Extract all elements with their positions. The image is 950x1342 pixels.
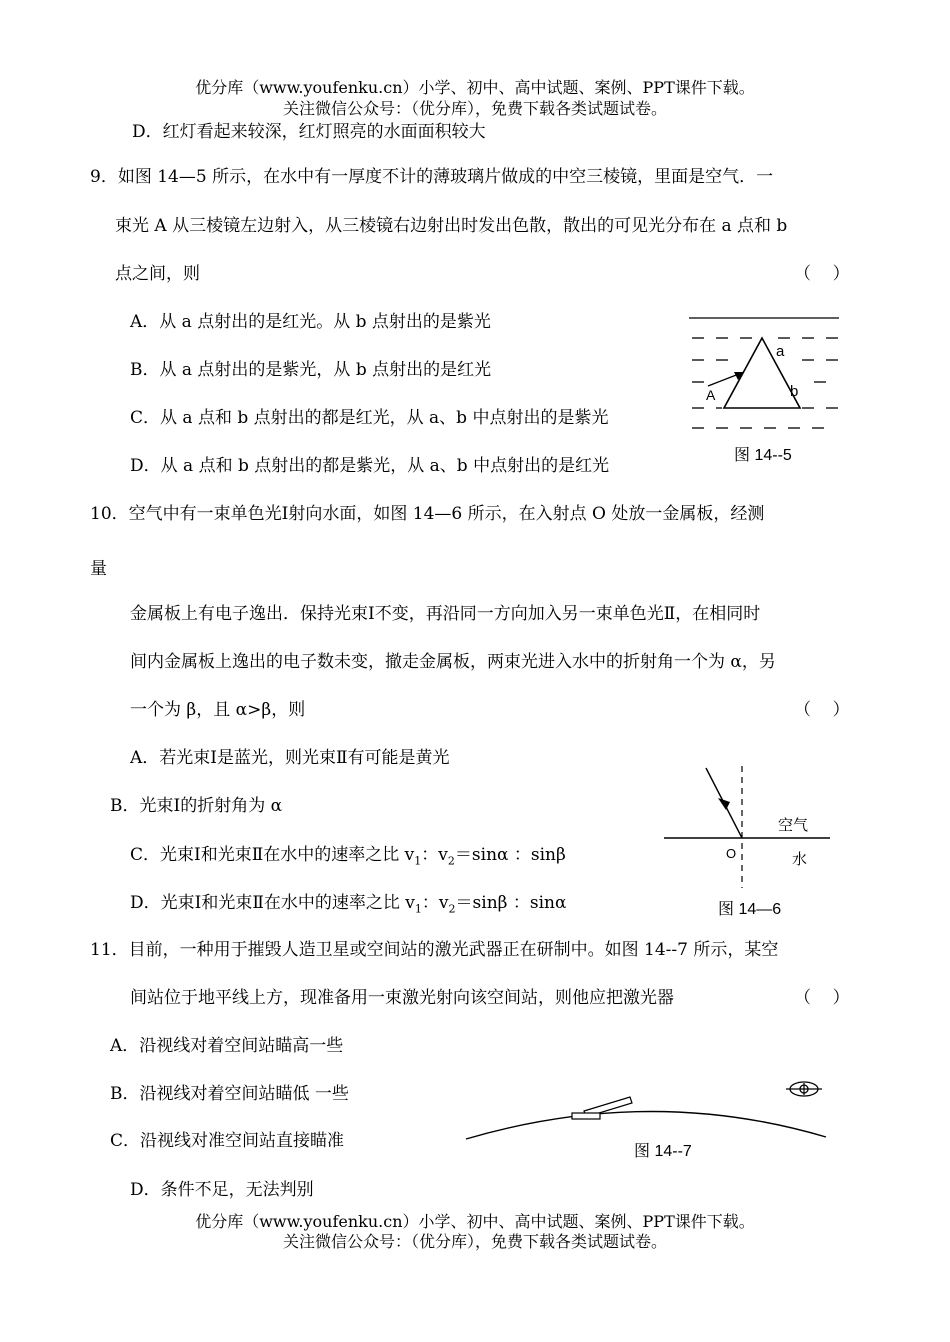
figure-14-7-caption: 图 14--7 xyxy=(634,1143,692,1160)
earth-horizon-arc xyxy=(466,1111,826,1139)
label-air: 空气 xyxy=(778,817,809,834)
q10-stem-line-5: 一个为 β，且 α>β，则 xyxy=(130,700,306,720)
q10-answer-paren: （ ） xyxy=(794,700,850,720)
q10-stem-line-3: 金属板上有电子逸出．保持光束Ⅰ不变，再沿同一方向加入另一束单色光Ⅱ，在相同时 xyxy=(130,604,761,624)
q10-option-d: D．光束Ⅰ和光束Ⅱ在水中的速率之比 $v_1$：$v_2=\sin\beta$ ：sinα xyxy=(130,893,567,916)
q9-answer-paren: （ ） xyxy=(794,264,850,284)
q11-stem-line-2: 间站位于地平线上方，现准备用一束激光射向该空间站，则他应把激光器 xyxy=(130,988,674,1008)
incident-arrowhead xyxy=(718,798,730,810)
label-a: a xyxy=(776,343,785,360)
q11-answer-paren: （ ） xyxy=(794,988,850,1008)
figure-14-5-prism-diagram xyxy=(684,308,844,438)
q9-stem-line-1: 9．如图 14—5 所示，在水中有一厚度不计的薄玻璃片做成的中空三棱镜，里面是空气．一 xyxy=(90,167,774,187)
q11-option-a: A．沿视线对着空间站瞄高一些 xyxy=(110,1036,344,1056)
header-line-2: 关注微信公众号：（优分库），免费下载各类试题试卷。 xyxy=(282,99,667,118)
figure-14-7-horizon-diagram xyxy=(460,1075,830,1145)
figure-14-5-caption: 图 14--5 xyxy=(734,447,792,464)
q11-option-b: B．沿视线对着空间站瞄低 一些 xyxy=(110,1084,349,1104)
q10-stem-line-4: 间内金属板上逸出的电子数未变，撤走金属板，两束光进入水中的折射角一个为 α，另 xyxy=(130,652,776,672)
label-b: b xyxy=(790,383,799,400)
q9-option-d: D．从 a 点和 b 点射出的都是紫光，从 a、b 中点射出的是红光 xyxy=(130,456,610,476)
q10-option-a: A．若光束Ⅰ是蓝光，则光束Ⅱ有可能是黄光 xyxy=(130,748,450,768)
footer-line-1: 优分库（www.youfenku.cn）小学、初中、高中试题、案例、PPT课件下载。 xyxy=(195,1212,755,1231)
q10-option-b: B．光束Ⅰ的折射角为 α xyxy=(110,796,283,816)
q11-stem-line-1: 11．目前，一种用于摧毁人造卫星或空间站的激光武器正在研制中。如图 14--7 所示，某空 xyxy=(90,940,779,960)
space-station-icon xyxy=(786,1082,822,1096)
laser-base xyxy=(572,1113,600,1119)
q11-option-c: C．沿视线对准空间站直接瞄准 xyxy=(110,1131,345,1151)
q9-option-b: B．从 a 点射出的是紫光，从 b 点射出的是红光 xyxy=(130,360,492,380)
header-line-1: 优分库（www.youfenku.cn）小学、初中、高中试题、案例、PPT课件下载。 xyxy=(195,78,755,97)
q9-stem-line-2: 束光 A 从三棱镜左边射入，从三棱镜右边射出时发出色散，散出的可见光分布在 a 点和 b xyxy=(115,216,788,236)
footer-line-2: 关注微信公众号：（优分库），免费下载各类试题试卷。 xyxy=(282,1232,667,1251)
q9-option-a: A．从 a 点射出的是红光。从 b 点射出的是紫光 xyxy=(130,312,491,332)
q8-option-d: D．红灯看起来较深，红灯照亮的水面面积较大 xyxy=(132,122,486,142)
label-water: 水 xyxy=(792,851,808,868)
figure-14-6-refraction-diagram xyxy=(660,760,840,890)
label-A: A xyxy=(706,387,716,403)
q9-option-c: C．从 a 点和 b 点射出的都是红光，从 a、b 中点射出的是紫光 xyxy=(130,408,609,428)
label-o: O xyxy=(726,846,737,861)
q10-option-c: C．光束Ⅰ和光束Ⅱ在水中的速率之比 $v_1$：$v_2=\sin\alpha$ ：sinβ xyxy=(130,845,566,868)
q10-stem-line-1: 10．空气中有一束单色光Ⅰ射向水面，如图 14—6 所示，在入射点 O 处放一金属板，经测 xyxy=(90,504,765,524)
q11-option-d: D．条件不足，无法判别 xyxy=(130,1180,314,1200)
q10-stem-line-2: 量 xyxy=(90,559,107,579)
figure-14-6-caption: 图 14—6 xyxy=(718,901,782,918)
q9-stem-line-3: 点之间，则 xyxy=(115,264,200,284)
